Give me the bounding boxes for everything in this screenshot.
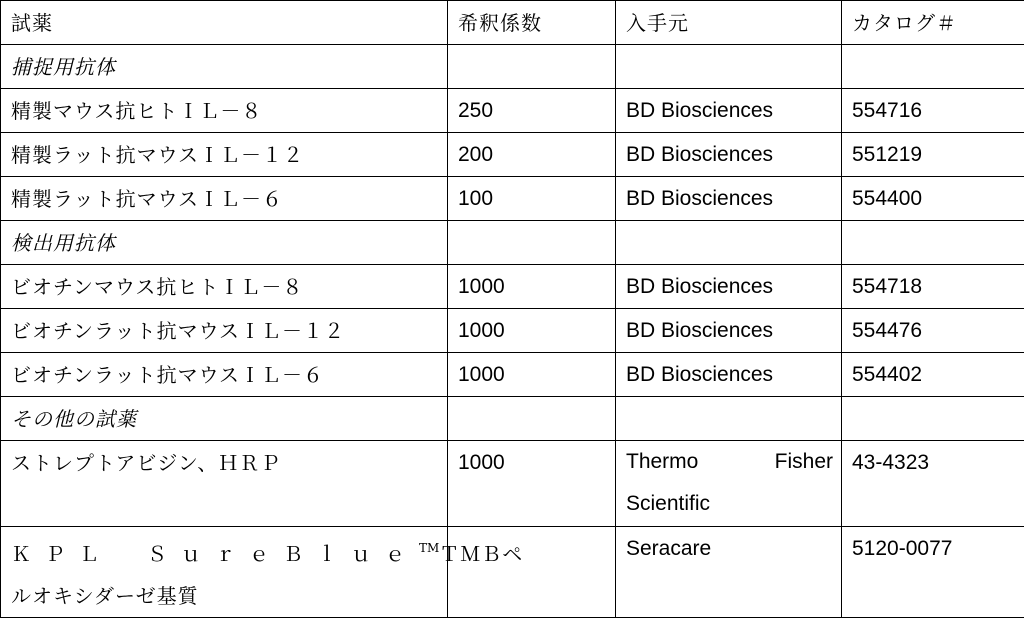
header-source: 入手元: [616, 1, 841, 36]
source-value: BD Biosciences: [616, 89, 841, 124]
source-word-2: Fisher: [775, 441, 833, 483]
section-title-capture: 捕捉用抗体: [1, 45, 447, 80]
section-title-detection: 検出用抗体: [1, 221, 447, 256]
catalog-value: 551219: [842, 133, 1024, 168]
table-row: [1, 441, 1024, 527]
reagent-name: ビオチンマウス抗ヒトＩＬ－８: [1, 265, 447, 300]
catalog-value: 554718: [842, 265, 1024, 300]
dilution-value: 200: [448, 133, 615, 168]
source-line-2: Scientific: [626, 483, 833, 525]
table-header-row: [1, 1, 1024, 45]
catalog-value: 554716: [842, 89, 1024, 124]
header-reagent: 試薬: [1, 1, 447, 36]
reagent-name: ストレプトアビジン、ＨＲＰ: [1, 441, 447, 476]
header-catalog: カタログ＃: [842, 1, 1024, 36]
table-row: [1, 265, 1024, 309]
catalog-value: 5120-0077: [842, 527, 1024, 562]
reagent-line-2: ルオキシダーゼ基質: [11, 575, 439, 617]
table-row: [1, 353, 1024, 397]
section-title-other: その他の試薬: [1, 397, 447, 432]
reagent-name: 精製ラット抗マウスＩＬ－６: [1, 177, 447, 212]
source-line-1: [626, 441, 833, 483]
dilution-value: [448, 527, 615, 536]
section-row-other: [1, 397, 1024, 441]
catalog-value: 43-4323: [842, 441, 1024, 476]
catalog-value: 554400: [842, 177, 1024, 212]
source-word-1: Thermo: [626, 441, 698, 483]
source-value: BD Biosciences: [616, 265, 841, 300]
table-row: [1, 89, 1024, 133]
reagent-name: ビオチンラット抗マウスＩＬ－１２: [1, 309, 447, 344]
dilution-value: 100: [448, 177, 615, 212]
source-value: [616, 441, 841, 525]
reagent-line-1: ＫＰＬ ＳｕｒｅＢｌｕｅ™ＴＭＢペ: [11, 527, 439, 575]
source-value: BD Biosciences: [616, 353, 841, 388]
table-row: [1, 133, 1024, 177]
reagent-name: [1, 527, 447, 617]
table-row: [1, 309, 1024, 353]
dilution-value: 250: [448, 89, 615, 124]
dilution-value: 1000: [448, 309, 615, 344]
section-row-capture: [1, 45, 1024, 89]
source-value: Seracare: [616, 527, 841, 562]
reagent-name: 精製ラット抗マウスＩＬ－１２: [1, 133, 447, 168]
catalog-value: 554402: [842, 353, 1024, 388]
source-value: BD Biosciences: [616, 309, 841, 344]
dilution-value: 1000: [448, 265, 615, 300]
source-value: BD Biosciences: [616, 133, 841, 168]
header-dilution: 希釈係数: [448, 1, 615, 36]
source-value: BD Biosciences: [616, 177, 841, 212]
trademark-superscript: TM: [419, 541, 439, 555]
table-row: [1, 527, 1024, 618]
reagent-name: 精製マウス抗ヒトＩＬ－８: [1, 89, 447, 124]
dilution-value: 1000: [448, 441, 615, 476]
dilution-value: 1000: [448, 353, 615, 388]
catalog-value: 554476: [842, 309, 1024, 344]
table-row: [1, 177, 1024, 221]
section-row-detection: [1, 221, 1024, 265]
reagent-name: ビオチンラット抗マウスＩＬ－６: [1, 353, 447, 388]
